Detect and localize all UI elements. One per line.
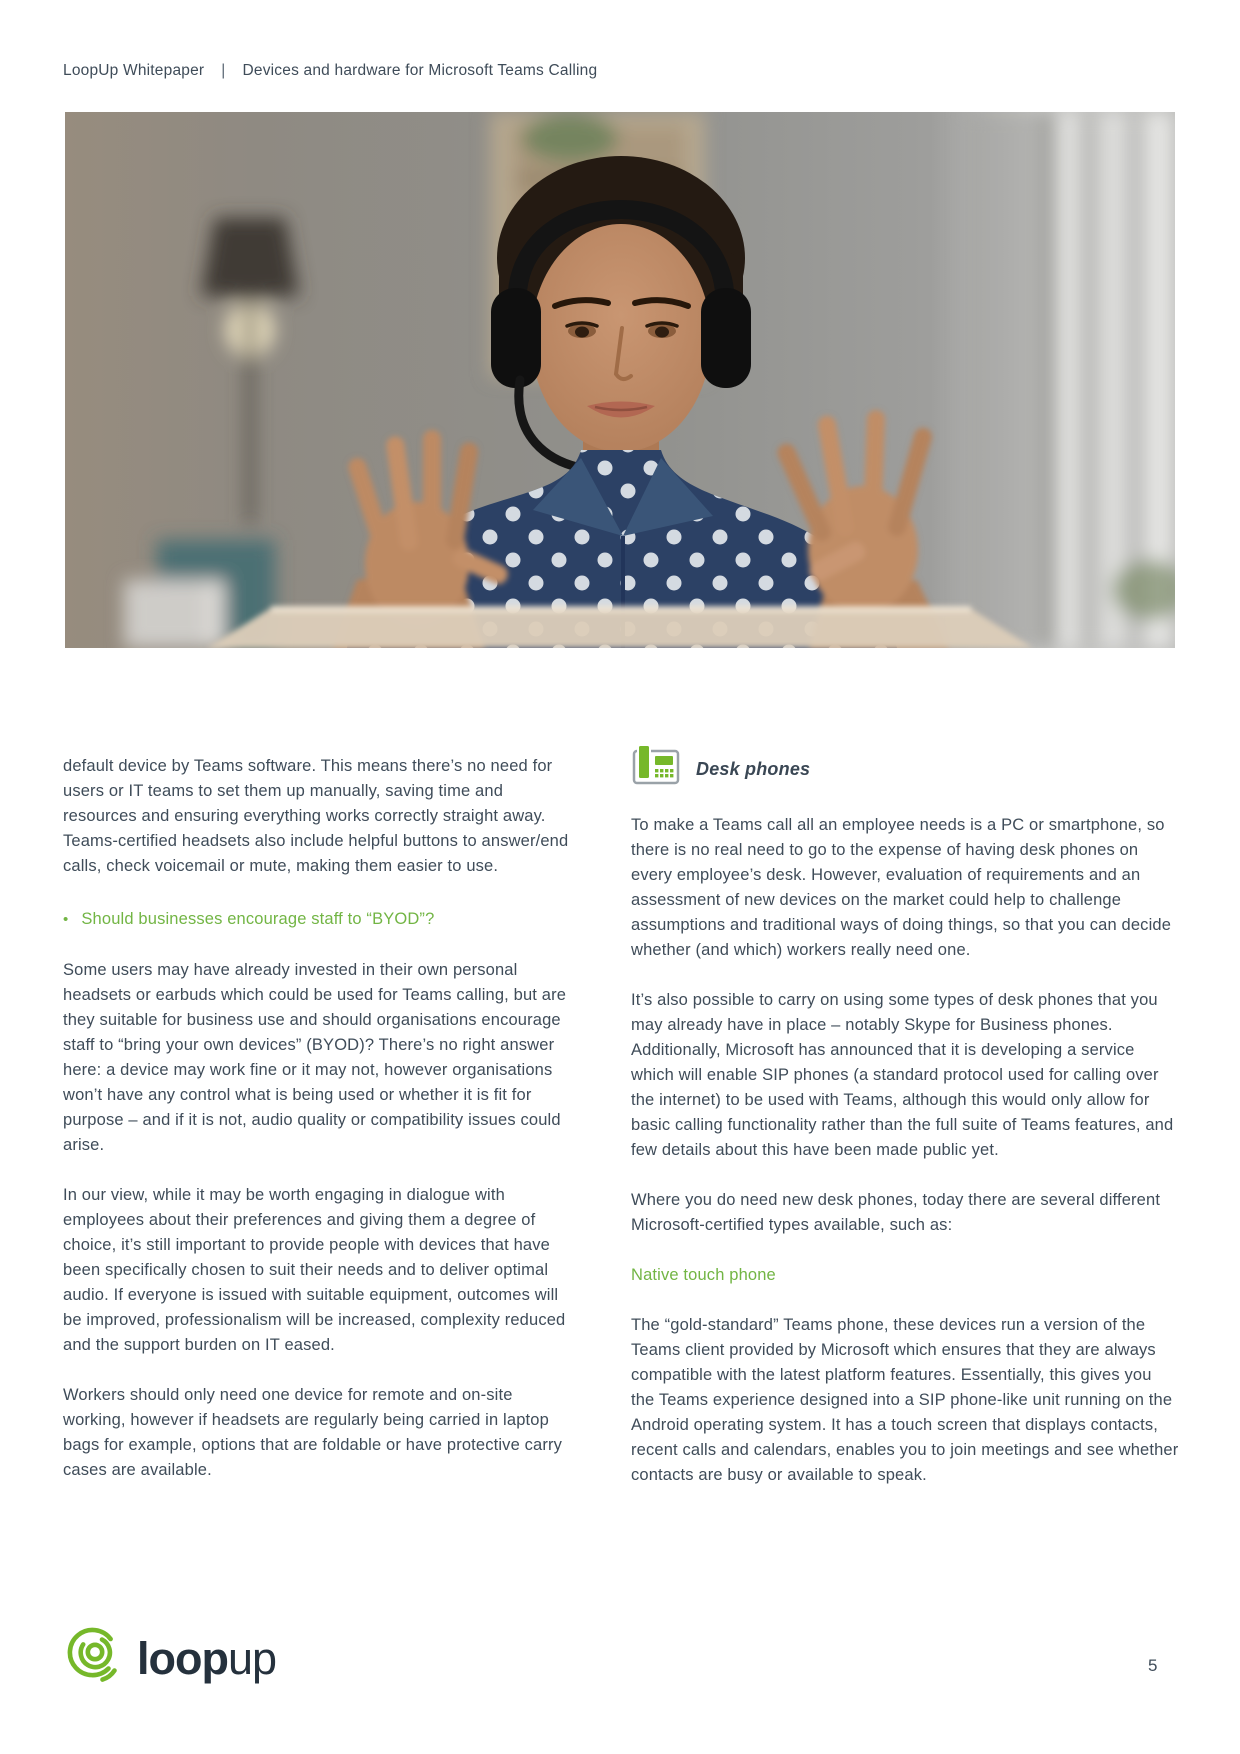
paragraph: Some users may have already invested in their own personal headsets or earbuds which could be used for Teams calling, but are they suitable for business use and should organisations encourage staff to “bring your own devices” (BYOD)? There’s no right answer here: a device may work fine or it may not, however organisations won’t have any control what is being used or whether it is fit for purpose – and if it is not, audio quality or compatibility issues could arise. [63, 961, 567, 1154]
right-column [631, 742, 1179, 1513]
bullet-heading-label: Should businesses encourage staff to “BYOD”? [81, 910, 435, 928]
paragraph: default device by Teams software. This means there’s no need for users or IT teams to set them up manually, saving time and resources and ensuring everything works correctly straight away. Teams-certified headsets also include helpful buttons to answer/end calls, check voicemail or mute, making them easier to use. [63, 757, 569, 875]
left-column [63, 742, 571, 1508]
loopup-logo [66, 1624, 276, 1689]
paragraph: It’s also possible to carry on using some types of desk phones that you may already have in place – notably Skype for Business phones. Additionally, Microsoft has announced that it is developing a service which will enable SIP phones (a standard protocol used for calling over the internet) to be used with Teams, although this would only allow for basic calling functionality rather than the full suite of Teams features, and few details about this have been made public yet. [631, 991, 1174, 1159]
paragraph: Workers should only need one device for remote and on-site working, however if headsets are regularly being carried in laptop bags for example, options that are foldable or have protective carry cases are available. [63, 1386, 563, 1479]
subheading: Native touch phone [631, 1266, 776, 1284]
header-title: Devices and hardware for Microsoft Teams Calling [242, 62, 598, 79]
paragraph: Where you do need new desk phones, today there are several different Microsoft-certified types available, such as: [631, 1191, 1161, 1234]
section-heading [631, 742, 1179, 796]
section-heading-label: Desk phones [696, 758, 811, 779]
page-header [63, 62, 597, 80]
loopup-spiral-icon [66, 1624, 124, 1689]
header-separator: | [221, 62, 226, 79]
bullet-heading [63, 907, 571, 932]
desk-phone-icon [631, 742, 681, 796]
paragraph: To make a Teams call all an employee needs is a PC or smartphone, so there is no real need to go to the expense of having desk phones on every employee’s desk. However, evaluation of requirements and an assessment of new devices on the market could help to challenge assumptions and traditional ways of doing things, so that you can decide whether (and which) workers really need one. [631, 816, 1172, 959]
wordmark-up: up [227, 1633, 277, 1684]
bullet-icon: • [63, 911, 69, 928]
page-number: 5 [1148, 1656, 1158, 1675]
hero-photo [65, 112, 1175, 648]
header-brand: LoopUp Whitepaper [63, 62, 205, 79]
paragraph: In our view, while it may be worth engaging in dialogue with employees about their preferences and giving them a degree of choice, it’s still important to provide people with devices that have been specifically chosen to suit their needs and to deliver optimal audio. If everyone is issued with suitable equipment, outcomes will be improved, professionalism will be increased, complexity reduced and the support burden on IT eased. [63, 1186, 566, 1354]
paragraph: The “gold-standard” Teams phone, these devices run a version of the Teams client provided by Microsoft which ensures that they are always compatible with the latest platform features. Essentially, this gives you the Teams experience designed into a SIP phone-like unit running on the Android operating system. It has a touch screen that displays contacts, recent calls and calendars, enables you to join meetings and see whether contacts are busy or available to speak. [631, 1316, 1179, 1484]
wordmark-loop: loop [137, 1633, 228, 1684]
hero-photo-illustration [65, 112, 1175, 648]
loopup-wordmark [137, 1632, 277, 1684]
